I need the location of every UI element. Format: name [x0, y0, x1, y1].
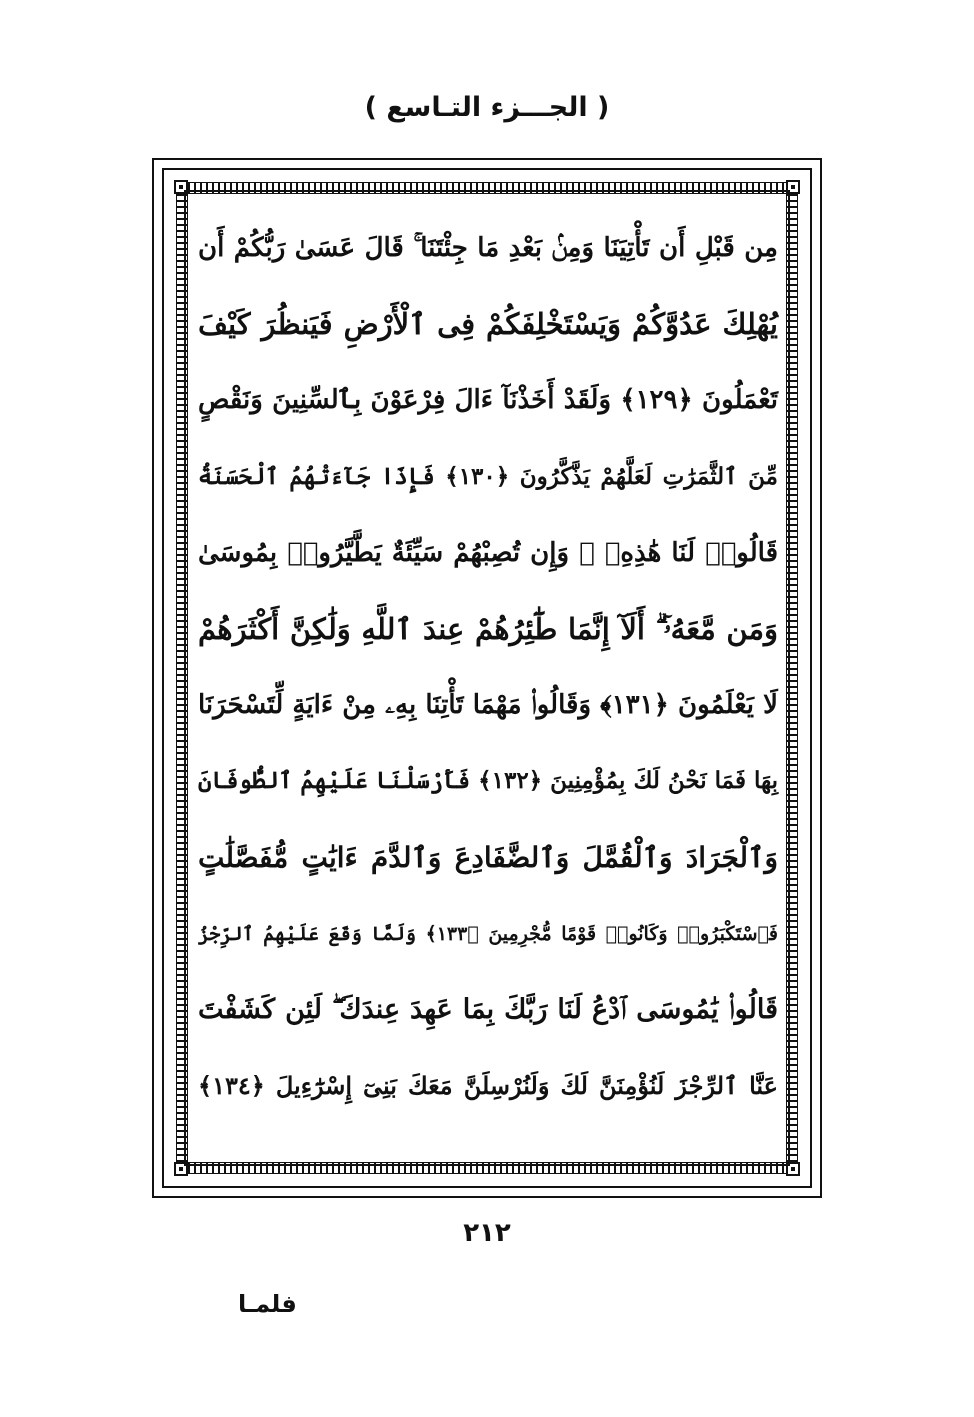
verse-line: قَالُوا۟ لَنَا هَٰذِهِۦ ۖ وَإِن تُصِبْهُمْ سَيِّئَةٌ يَطَّيَّرُوا۟ بِمُوسَىٰ — [198, 537, 778, 568]
juz-header: ( الجـــزء التـاسع ) — [364, 92, 610, 123]
verse-line: يُهْلِكَ عَدُوَّكُمْ وَيَسْتَخْلِفَكُمْ فِى ٱلْأَرْضِ فَيَنظُرَ كَيْفَ — [198, 307, 778, 342]
verse-line: فَٱسْتَكْبَرُوا۟ وَكَانُوا۟ قَوْمًا مُّجْرِمِينَ ﴿١٣٣﴾ وَلَمَّا وَقَعَ عَلَيْهِمُ ٱلرِّجْزُ — [198, 922, 778, 945]
verse-line: وَمَن مَّعَهُۥٓ ۗ أَلَآ إِنَّمَا طَٰٓئِرُهُمْ عِندَ ٱللَّهِ وَلَٰكِنَّ أَكْثَرَهُمْ — [198, 611, 778, 646]
verse-line: بِهَا فَمَا نَحْنُ لَكَ بِمُؤْمِنِينَ ﴿١٣٢﴾ فَأَرْسَلْنَا عَلَيْهِمُ ٱلطُّوفَانَ — [198, 767, 779, 795]
verse-text-block — [198, 210, 778, 1124]
page-number: ٢١٢ — [463, 1218, 511, 1248]
verse-line: مِّنَ ٱلثَّمَرَٰتِ لَعَلَّهُمْ يَذَّكَّرُونَ ﴿١٣٠﴾ فَإِذَا جَآءَتْهُمُ ٱلْحَسَنَةُ — [198, 462, 779, 490]
verse-line: لَا يَعْلَمُونَ ﴿١٣١﴾ وَقَالُوا۟ مَهْمَا تَأْتِنَا بِهِۦ مِنْ ءَايَةٍ لِّتَسْحَرَنَا — [198, 690, 779, 721]
catchword: فلمـا — [238, 1290, 297, 1318]
verse-line: مِن قَبْلِ أَن تَأْتِيَنَا وَمِنۢ بَعْدِ مَا جِئْتَنَا ۚ قَالَ عَسَىٰ رَبُّكُمْ أَن — [198, 233, 778, 263]
verse-line: عَنَّا ٱلرِّجْزَ لَنُؤْمِنَنَّ لَكَ وَلَنُرْسِلَنَّ مَعَكَ بَنِىٓ إِسْرَٰٓءِيلَ ﴿١٣٤﴾ — [198, 1071, 778, 1101]
verse-line: وَٱلْجَرَادَ وَٱلْقُمَّلَ وَٱلضَّفَادِعَ وَٱلدَّمَ ءَايَٰتٍ مُّفَصَّلَٰتٍ — [198, 840, 778, 874]
verse-line: تَعْمَلُونَ ﴿١٢٩﴾ وَلَقَدْ أَخَذْنَآ ءَالَ فِرْعَوْنَ بِٱلسِّنِينَ وَنَقْصٍ — [198, 385, 779, 416]
verse-line: قَالُوا۟ يَٰمُوسَى ٱدْعُ لَنَا رَبَّكَ بِمَا عَهِدَ عِندَكَ ۖ لَئِن كَشَفْتَ — [198, 993, 778, 1025]
